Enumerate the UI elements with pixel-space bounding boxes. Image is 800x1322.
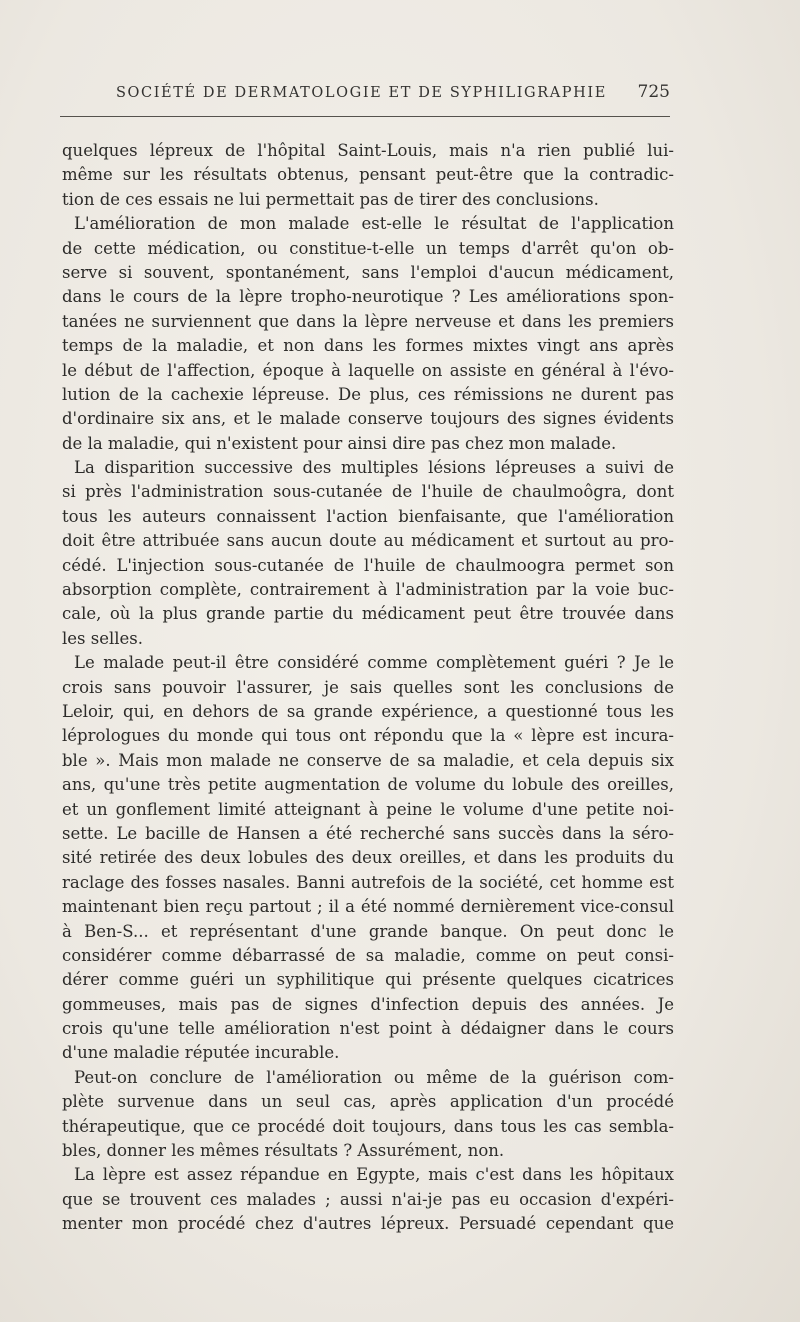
text-line: dérer comme guéri un syphilitique qui présente quelques cicatrices [62,970,674,990]
text-line: maintenant bien reçu partout ; il a été nommé dernièrement vice-consul [62,897,674,917]
text-line: de cette médication, ou constitue-t-elle un temps d'arrêt qu'on ob- [62,238,674,258]
text-line: serve si souvent, spontanément, sans l'emploi d'aucun médicament, [62,262,674,282]
page-number: 725 [637,82,670,102]
text-line: dans le cours de la lèpre tropho-neurotique ? Les améliorations spon- [62,287,674,307]
text-line: que se trouvent ces malades ; aussi n'ai-je pas eu occasion d'expéri- [62,1189,674,1209]
text-line: Peut-on conclure de l'amélioration ou même de la guérison com- [74,1067,674,1087]
text-line: si près l'administration sous-cutanée de l'huile de chaulmoôgra, dont [62,482,674,502]
text-line: léprologues du monde qui tous ont répondu que la « lèpre est incura- [62,726,674,746]
text-line: d'une maladie réputée incurable. [62,1043,340,1063]
text-line: menter mon procédé chez d'autres lépreux. Persuadé cependant que [62,1214,674,1234]
text-line: les selles. [62,628,144,648]
text-line: à Ben-S... et représentant d'une grande banque. On peut donc le [62,921,674,941]
text-line: Le malade peut-il être considéré comme complètement guéri ? Je le [74,653,674,673]
text-line: quelques lépreux de l'hôpital Saint-Louis, mais n'a rien publié lui- [62,141,674,160]
text-line: La disparition successive des multiples lésions lépreuses a suivi de [74,458,674,478]
text-line: le début de l'affection, époque à laquelle on assiste en général à l'évo- [62,360,674,380]
text-line: gommeuses, mais pas de signes d'infection depuis des années. Je [62,994,674,1014]
running-head: SOCIÉTÉ DE DERMATOLOGIE ET DE SYPHILIGRAPHIE [116,85,607,101]
text-line: lution de la cachexie lépreuse. De plus, ces rémissions ne durent pas [62,384,674,404]
header-rule [60,116,670,117]
text-line: Leloir, qui, en dehors de sa grande expérience, a questionné tous les [62,701,674,721]
text-line: crois sans pouvoir l'assurer, je sais quelles sont les conclusions de [62,677,674,697]
text-line: et un gonflement limité atteignant à peine le volume d'une petite noi- [62,799,674,819]
text-line: La lèpre est assez répandue en Egypte, mais c'est dans les hôpitaux [74,1165,674,1185]
text-line: plète survenue dans un seul cas, après application d'un procédé [62,1092,674,1112]
text-line: même sur les résultats obtenus, pensant peut-être que la contradic- [62,165,674,185]
body-text [62,139,674,1237]
text-line: sette. Le bacille de Hansen a été recherché sans succès dans la séro- [62,823,674,843]
text-line: thérapeutique, que ce procédé doit toujours, dans tous les cas sembla- [62,1116,674,1136]
text-line: absorption complète, contrairement à l'administration par la voie buc- [62,580,674,600]
text-line: de la maladie, qui n'existent pour ainsi dire pas chez mon malade. [62,433,617,453]
text-line: raclage des fosses nasales. Banni autrefois de la société, cet homme est [62,872,674,892]
text-line: tous les auteurs connaissent l'action bienfaisante, que l'amélioration [62,506,674,526]
text-line: ans, qu'une très petite augmentation de volume du lobule des oreilles, [62,775,674,795]
text-line: temps de la maladie, et non dans les formes mixtes vingt ans après [62,336,674,356]
text-line: sité retirée des deux lobules des deux oreilles, et dans les produits du [62,848,674,868]
page-header [60,82,670,108]
text-line: d'ordinaire six ans, et le malade conserve toujours des signes évidents [62,409,674,429]
text-line: considérer comme débarrassé de sa maladie, comme on peut consi- [62,945,674,965]
text-line: cale, où la plus grande partie du médicament peut être trouvée dans [62,604,674,624]
text-line: crois qu'une telle amélioration n'est point à dédaigner dans le cours [62,1019,674,1039]
text-line: cédé. L'injection sous-cutanée de l'huile de chaulmoogra permet son [62,555,674,575]
text-line: tion de ces essais ne lui permettait pas de tirer des conclusions. [62,189,599,209]
text-line: doit être attribuée sans aucun doute au médicament et surtout au pro- [62,531,674,551]
text-line: L'amélioration de mon malade est-elle le résultat de l'application [74,214,674,234]
text-line: bles, donner les mêmes résultats ? Assurément, non. [62,1141,505,1161]
text-line: tanées ne surviennent que dans la lèpre nerveuse et dans les premiers [62,311,674,331]
text-line: ble ». Mais mon malade ne conserve de sa maladie, et cela depuis six [62,750,674,770]
